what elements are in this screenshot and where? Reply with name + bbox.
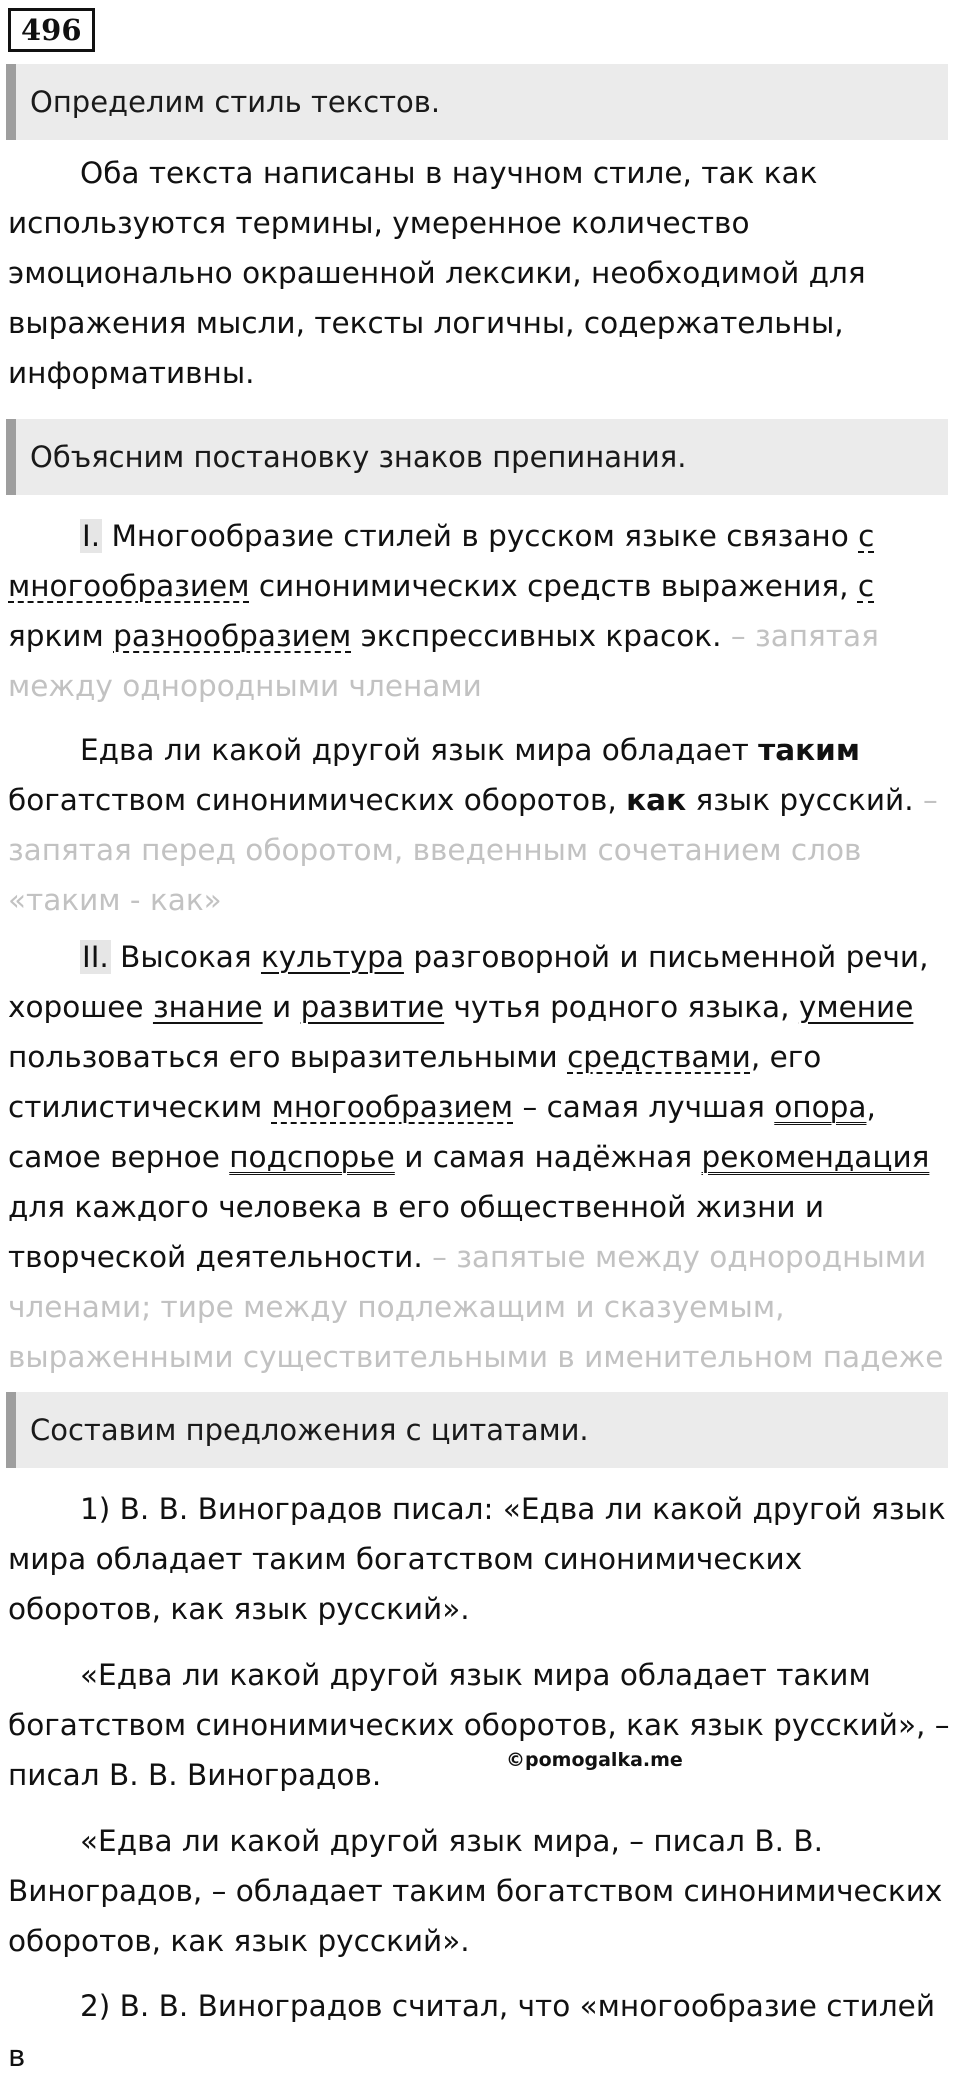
underlined-word: многообразием [8,569,250,603]
text-fragment: и [262,990,301,1024]
text-fragment: чутья родного языка, [444,990,799,1024]
text-fragment: пользоваться его выразительными [8,1040,568,1074]
text-fragment: язык русский. [686,783,914,817]
bold-word: таким [758,733,860,767]
underlined-word: знание [152,990,263,1024]
text-fragment: , самое верное [8,1090,876,1174]
text-fragment: Многообразие стилей в русском языке связано [102,519,859,553]
quote-paragraph-3: «Едва ли какой другой язык мира, – писал В. В. Виноградов, – обладает таким богатством синонимических оборотов, как язык русский». [8,1824,943,1958]
underlined-word: опора [774,1090,867,1124]
text-fragment: экспрессивных красок. [351,619,722,653]
text-fragment: – самая лучшая [513,1090,775,1124]
watermark: ©pomogalka.me [506,1749,683,1771]
text-fragment: и самая надёжная [394,1140,702,1174]
underlined-word: разнообразием [113,619,352,653]
text-fragment: разговорной и письменной речи, хорошее [8,940,929,1024]
task-number: 496 [8,8,95,52]
quote-paragraph-4: 2) В. В. Виноградов считал, что «многообразие стилей в [8,1989,935,2073]
roman-numeral: II. [82,940,109,974]
underlined-word: подспорье [229,1140,395,1174]
bold-word: как [626,783,687,817]
text-fragment: богатством синонимических оборотов, [8,783,627,817]
section-header-quotes: Составим предложения с цитатами. [6,1392,948,1468]
punctuation-note: – запятая перед оборотом, введенным сочетанием слов «таким - как» [8,783,938,917]
underlined-word: рекомендация [701,1140,930,1174]
punctuation-note: – запятые между однородными членами; тире между подлежащим и сказуемым, выраженными существительными в именительном падеже [8,1240,944,1374]
roman-numeral: I. [82,519,101,553]
underlined-word: с [858,519,875,553]
underlined-word: многообразием [271,1090,514,1124]
text-fragment: для каждого человека в его общественной жизни и творческой деятельности. [8,1190,825,1274]
style-paragraph: Оба текста написаны в научном стиле, так как используются термины, умеренное количество эмоционально окрашенной лексики, необходимой для выражения мысли, тексты логичны, содержательны, информативны. [8,156,866,390]
punctuation-paragraph-2 [8,725,952,925]
section-header-punctuation: Объясним постановку знаков препинания. [6,419,948,495]
underlined-word: средствами [567,1040,751,1074]
quote-paragraph-1: 1) В. В. Виноградов писал: «Едва ли какой другой язык мира обладает таким богатством синонимических оборотов, как язык русский». [8,1492,946,1626]
underlined-word: культура [260,940,404,974]
text-fragment: ярким [8,619,114,653]
punctuation-paragraph-1 [8,511,952,711]
punctuation-paragraph-3 [8,932,952,1382]
underlined-word: с [857,569,875,603]
underlined-word: умение [798,990,914,1024]
underlined-word: развитие [300,990,445,1024]
section-header-style: Определим стиль текстов. [6,64,948,140]
quote-paragraph-2: «Едва ли какой другой язык мира обладает таким богатством синонимических оборотов, как язык русский», – писал В. В. Виноградов. [8,1658,950,1792]
text-fragment: , его стилистическим [8,1040,822,1124]
text-fragment: Высокая [110,940,261,974]
text-fragment: Едва ли какой другой язык мира обладает [80,733,759,767]
punctuation-note: – запятая между однородными членами [8,619,879,703]
text-fragment: синонимических средств выражения, [249,569,858,603]
